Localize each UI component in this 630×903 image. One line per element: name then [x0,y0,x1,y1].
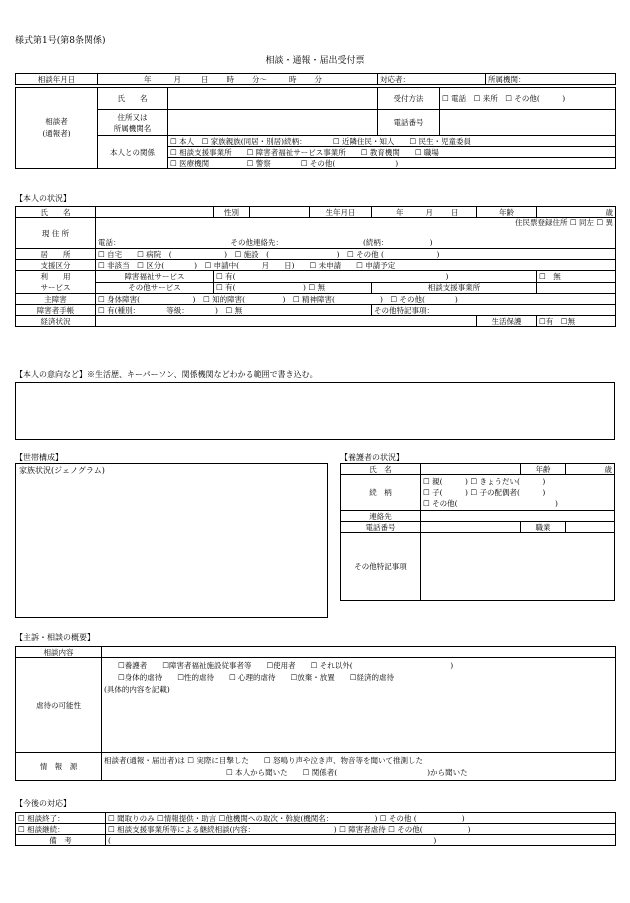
support-office-field[interactable] [537,282,616,294]
note-field[interactable]: ( ) [106,835,616,846]
consultant-address-field[interactable] [168,110,378,136]
possibility-field[interactable]: ☐養護者 ☐障害者福祉施設従事者等 ☐使用者 ☐ それ以外( ) ☐身体的虐待 ☐性的虐待 ☐ 心理的虐待 ☐放棄・放置 ☐経済的虐待 (具体的内容を記載) [102,658,616,753]
welfare-service-yes[interactable]: ☐ 有( ) [214,271,537,283]
handbook-label: 障害者手帳 [16,305,96,316]
residence-options[interactable]: ☐ 自宅 ☐ 病院 ( ) ☐ 施設 ( ) ☐ その他 ( ) [96,249,616,260]
age-field[interactable]: 歳 [537,207,616,218]
sex-field[interactable] [250,207,310,218]
main-disability-label: 主障害 [16,294,96,305]
caregiver-name-field[interactable] [421,464,521,475]
future-table [15,812,616,846]
address-label: 現 住 所 [16,218,96,249]
support-label: 支援区分 [16,260,96,271]
reception-options[interactable]: ☐ 電話 ☐ 来所 ☐ その他( ) [440,88,616,110]
relation-options-1[interactable]: ☐ 本人 ☐ 家族親族(同居・別居)続柄： ☐ 近隣住民・知人 ☐ 民生・児童委員 [168,136,616,147]
address-field[interactable]: 住民票登録住所 ☐ 同左 ☐ 異 電話： その他連絡先： (続柄： ) [96,218,616,249]
consultant-name-field[interactable] [168,88,378,110]
note-label: 備 考 [16,835,106,846]
relation-label: 本人との関係 [98,136,168,169]
caregiver-phone-field[interactable] [421,522,521,533]
date-field[interactable]: 年 月 日 時 分〜 時 分 [98,74,378,85]
consultant-table [15,87,616,169]
caregiver-contact-field[interactable] [421,511,615,522]
age-label: 年齢 [477,207,537,218]
continue-options[interactable]: ☐ 相談支援事業所等による継続相談(内容： ) ☐ 障害者虐待 ☐ その他( ) [106,824,616,835]
welfare-protection-options[interactable]: ☐有 ☐無 [537,316,616,327]
welfare-service-no[interactable]: ☐ 無 [537,271,616,283]
reception-label: 受付方法 [378,88,440,110]
caregiver-table [340,463,615,601]
caregiver-job-label: 職業 [521,522,566,533]
content-field[interactable] [102,647,616,658]
end-options[interactable]: ☐ 聞取りのみ ☐情報提供・助言 ☐他機関への取次・斡旋(機関名： ) ☐ その他 ( ) [106,813,616,824]
caregiver-other-field[interactable] [421,533,615,601]
end-label[interactable]: ☐ 相談終了： [16,813,106,824]
agency-field[interactable]: 所属機関： [486,74,616,85]
caregiver-header: 【養護者の状況】 [340,453,404,462]
caregiver-age-field[interactable]: 歳 [566,464,615,475]
date-label: 相談年月日 [16,74,98,85]
source-label: 情 報 源 [16,753,102,781]
welfare-protection-label: 生活保護 [477,316,537,327]
other-notes-field[interactable]: その他特記事項： [372,305,616,316]
genogram-label: 家族状況(ジェノグラム) [19,466,105,475]
caregiver-name-label: 氏 名 [341,464,421,475]
relation-options-3[interactable]: ☐ 医療機関 ☐ 警察 ☐ その他( ) [168,158,616,169]
handbook-options[interactable]: ☐ 有(種別： 等級： ) ☐ 無 [96,305,372,316]
birth-label: 生年月日 [310,207,372,218]
address-label: 住所又は 所属機関名 [98,110,168,136]
caregiver-other-label: その他特記事項 [341,533,421,601]
economy-label: 経済状況 [16,316,96,327]
household-box[interactable] [15,463,328,618]
other-service-label: その他サービス [96,282,214,294]
caregiver-relation-label: 続 柄 [341,475,421,511]
consultant-label: 相談者 (通報者) [16,88,98,169]
name-label: 氏 名 [98,88,168,110]
economy-field[interactable] [96,316,477,327]
caregiver-relation-options[interactable]: ☐ 親( ) ☐ きょうだい( ) ☐ 子( ) ☐ 子の配偶者( ) ☐ その他( ) [421,475,615,511]
welfare-service-label: 障害福祉サービス [96,271,214,283]
form-number: 様式第1号(第8条関係) [15,36,106,46]
future-header: 【今後の対応】 [15,799,71,808]
intention-header: 【本人の意向など】※生活歴、キーパーソン、関係機関などわかる範囲で書き込む。 [15,370,318,379]
consultation-date-row [15,73,616,85]
other-service-field[interactable]: ☐ 有( ) ☐ 無 [214,282,372,294]
person-name-field[interactable] [96,207,214,218]
person-section-header: 【本人の状況】 [15,194,71,203]
possibility-label: 虐待の可能性 [16,658,102,753]
complaint-header: 【主訴・相談の概要】 [15,633,95,642]
source-field[interactable]: 相談者(通報・届出者)は ☐ 実際に目撃した ☐ 怒鳴り声や泣き声、物音等を聞いて推測した ☐ 本人から聞いた ☐ 関係者( )から聞いた [102,753,616,781]
disability-options[interactable]: ☐ 身体障害( ) ☐ 知的障害( ) ☐ 精神障害( ) ☐ その他( ) [96,294,616,305]
continue-label[interactable]: ☐ 相談継続： [16,824,106,835]
support-office-label: 相談支援事業所 [372,282,537,294]
intention-box[interactable] [15,382,615,440]
form-title: 相談・通報・届出受付票 [265,56,365,66]
relation-options-2[interactable]: ☐ 相談支援事業所 ☐ 障害者福祉サービス事業所 ☐ 教育機関 ☐ 職場 [168,147,616,158]
sex-label: 性別 [214,207,250,218]
person-table [15,206,616,327]
service-label: 利 用 サービス [16,271,96,294]
household-header: 【世帯構成】 [15,453,63,462]
responder-field[interactable]: 対応者： [378,74,486,85]
phone-label: 電話番号 [378,110,440,136]
residence-label: 居 所 [16,249,96,260]
caregiver-job-field[interactable] [566,522,615,533]
person-name-label: 氏 名 [16,207,96,218]
caregiver-age-label: 年齢 [521,464,566,475]
content-label: 相談内容 [16,647,102,658]
caregiver-contact-label: 連絡先 [341,511,421,522]
consultant-phone-field[interactable] [440,110,616,136]
birth-field[interactable]: 年 月 日 [372,207,477,218]
complaint-table [15,646,616,781]
caregiver-phone-label: 電話番号 [341,522,421,533]
support-options[interactable]: ☐ 非該当 ☐ 区分( ) ☐ 申請中( 月 日) ☐ 未申請 ☐ 申請予定 [96,260,616,271]
